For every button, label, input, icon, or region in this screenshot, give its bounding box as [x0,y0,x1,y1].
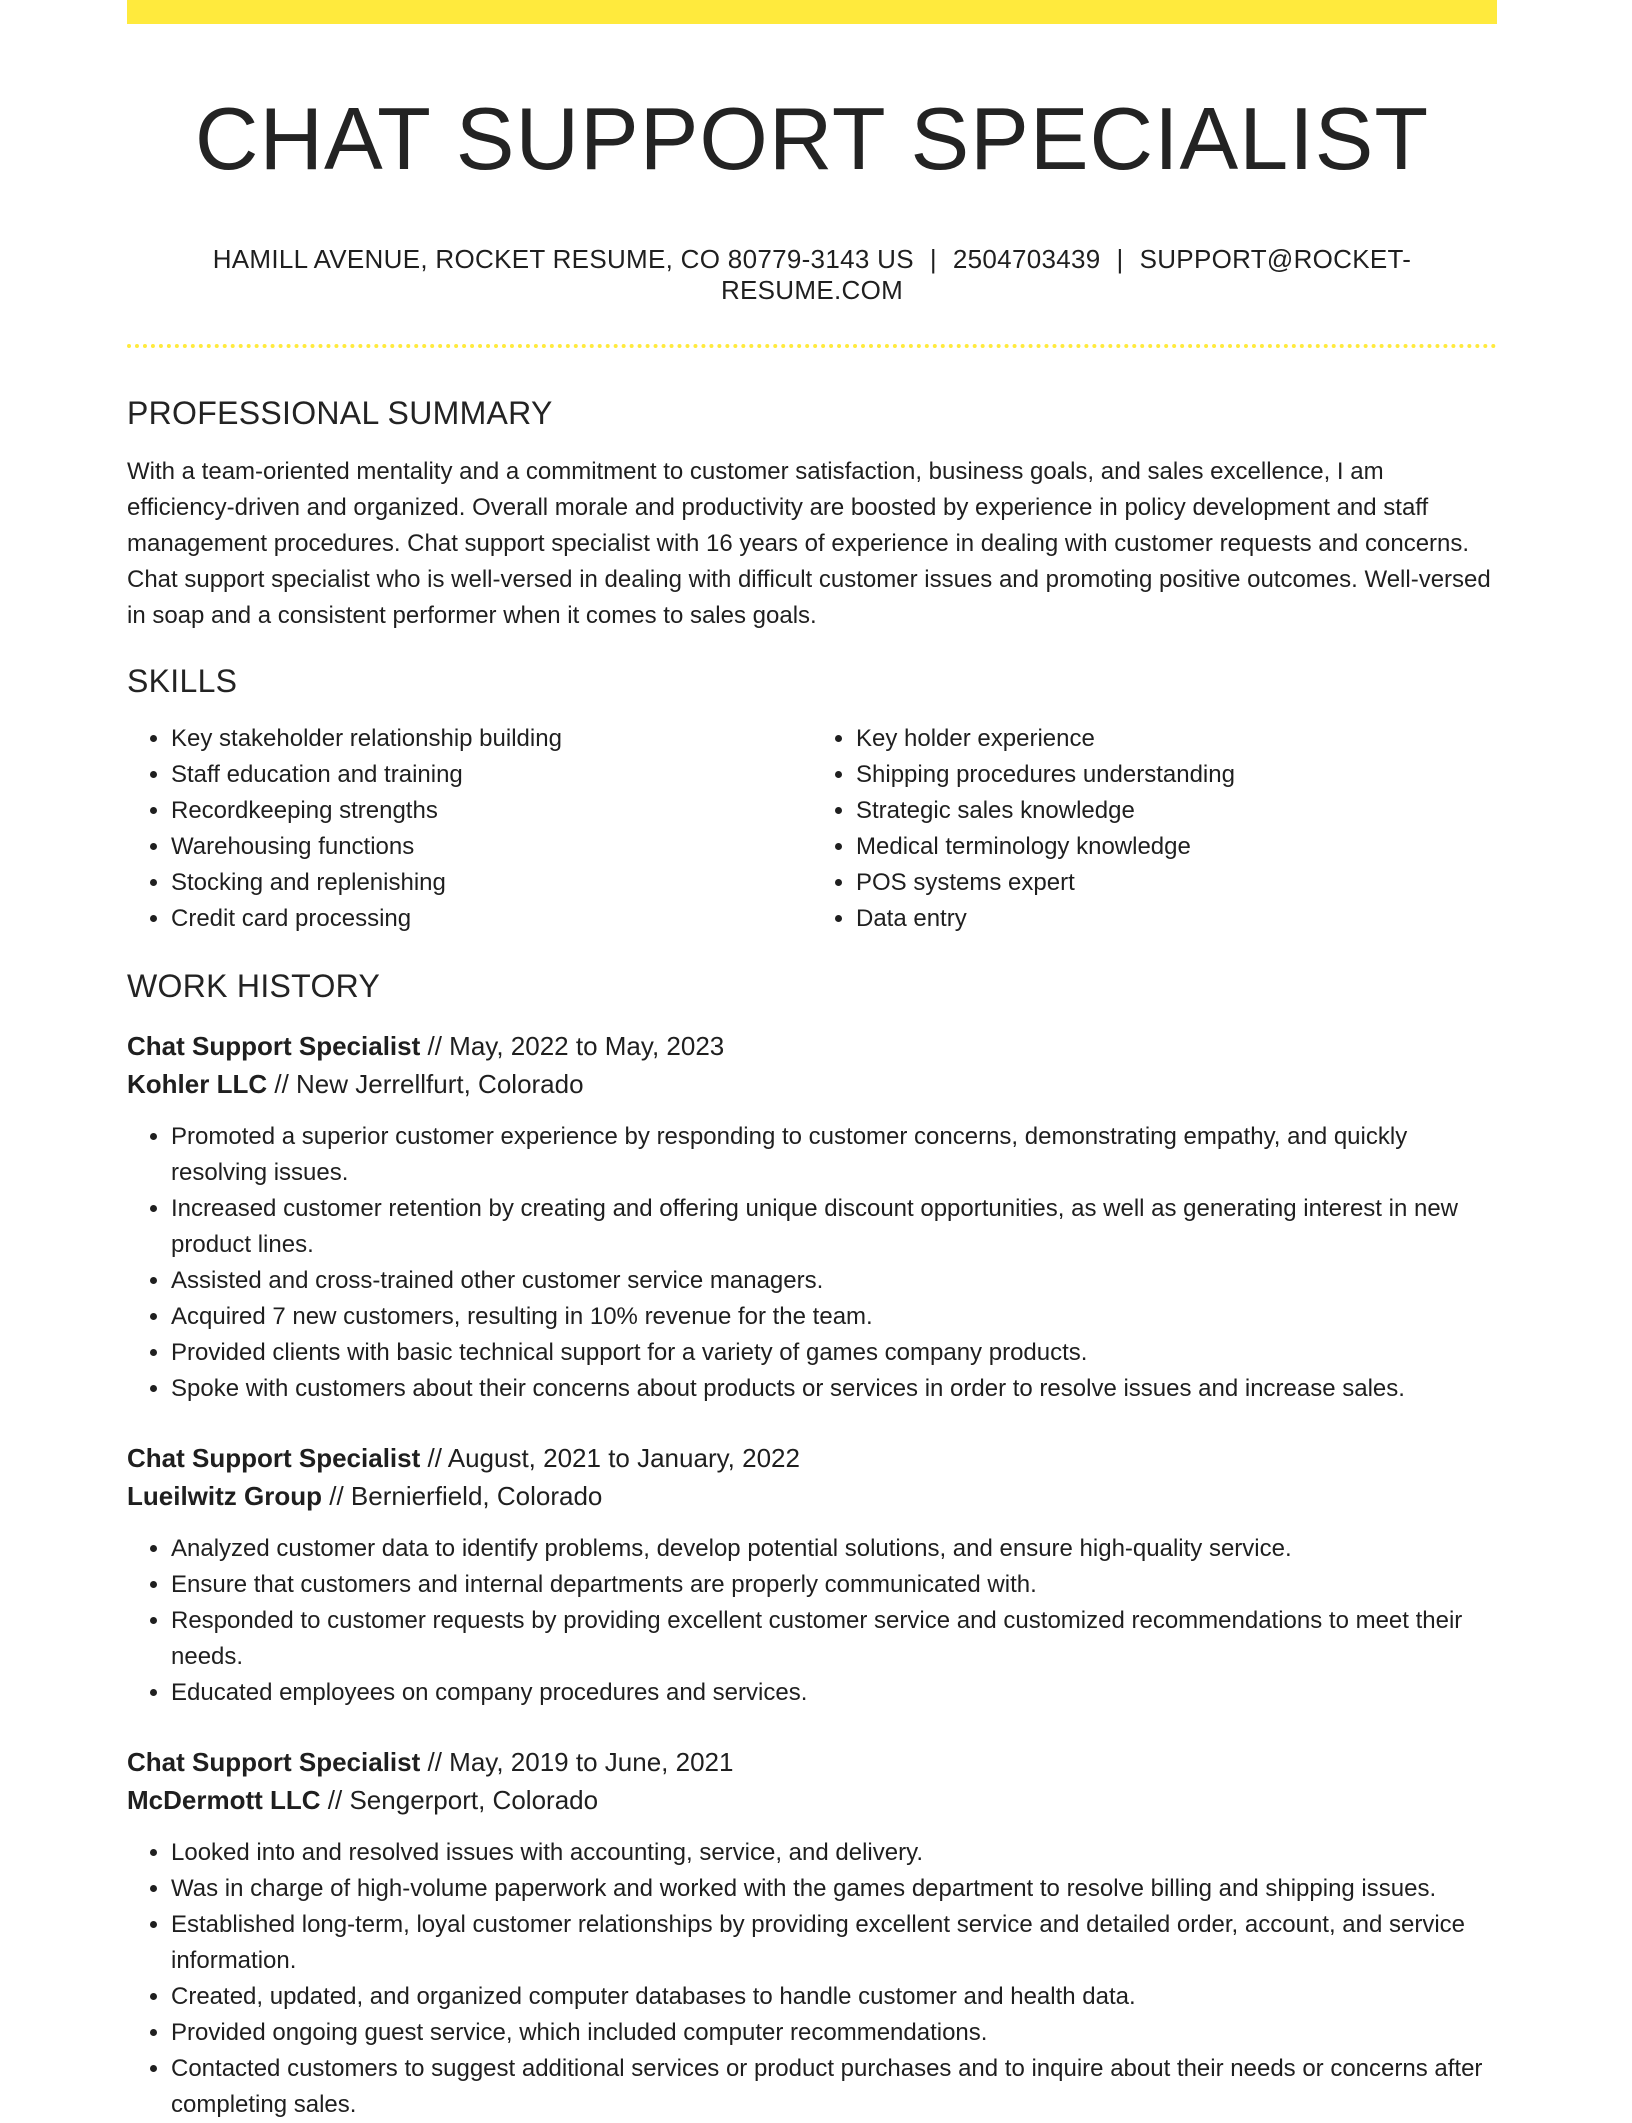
job-bullets [127,1835,1497,2123]
job-entry [127,1027,1497,1407]
contact-separator: | [929,243,937,274]
skill-item: • POS systems expert [856,865,1497,901]
job-bullet: • Established long-term, loyal customer relationships by providing excellent service and detailed order, account, and service information. [171,1907,1497,1979]
work-history-heading: WORK HISTORY [127,967,381,1004]
summary-text: With a team-oriented mentality and a commitment to customer satisfaction, business goals, and sales excellence, I am efficiency-driven and organized. Overall morale and productivity are boosted by experience in policy development and staff management procedures. Chat support specialist with 16 years of experience in dealing with customer requests and concerns. Chat support specialist who is well-versed in dealing with difficult customer issues and promoting positive outcomes. Well-versed in soap and a consistent performer when it comes to sales goals. [127,458,1491,630]
job-entry [127,1743,1497,2123]
job-role: Chat Support Specialist [127,1747,421,1778]
skill-item: • Staff education and training [171,757,812,793]
skill-item: • Credit card processing [171,901,812,937]
job-bullet: • Responded to customer requests by providing excellent customer service and customized recommendations to meet their needs. [171,1603,1497,1675]
job-company-line [127,1781,1497,1819]
job-bullet: • Spoke with customers about their concerns about products or services in order to resolve issues and increase sales. [171,1371,1497,1407]
job-company-line [127,1477,1497,1515]
job-bullet: • Assisted and cross-trained other customer service managers. [171,1263,1497,1299]
job-company: McDermott LLC [127,1785,321,1816]
job-bullet: • Was in charge of high-volume paperwork and worked with the games department to resolve billing and shipping issues. [171,1871,1497,1907]
skill-item: • Key stakeholder relationship building [171,721,812,757]
job-bullet: • Analyzed customer data to identify problems, develop potential solutions, and ensure high-quality service. [171,1531,1497,1567]
contact-phone: 2504703439 [952,243,1101,274]
job-bullet: • Created, updated, and organized computer databases to handle customer and health data. [171,1979,1497,2015]
job-bullets [127,1119,1497,1407]
job-location: // Sengerport, Colorado [327,1785,599,1816]
skill-item: • Shipping procedures understanding [856,757,1497,793]
skill-item: • Recordkeeping strengths [171,793,812,829]
skill-item: • Warehousing functions [171,829,812,865]
job-bullet: • Looked into and resolved issues with accounting, service, and delivery. [171,1835,1497,1871]
job-company: Kohler LLC [127,1069,268,1100]
skill-item: • Medical terminology knowledge [856,829,1497,865]
job-dates: // August, 2021 to January, 2022 [427,1443,800,1474]
accent-bar [127,0,1497,24]
job-bullet: • Provided ongoing guest service, which included computer recommendations. [171,2015,1497,2051]
resume-content [127,0,1497,2123]
job-entry [127,1439,1497,1711]
job-bullet: • Contacted customers to suggest additional services or product purchases and to inquire about their needs or concerns after completing sales. [171,2051,1497,2123]
job-role: Chat Support Specialist [127,1443,421,1474]
job-company-line [127,1065,1497,1103]
job-location: // New Jerrellfurt, Colorado [274,1069,584,1100]
job-title-line [127,1027,1497,1065]
job-bullets [127,1531,1497,1711]
job-company: Lueilwitz Group [127,1481,322,1512]
skill-item: • Strategic sales knowledge [856,793,1497,829]
job-bullet: • Increased customer retention by creating and offering unique discount opportunities, as well as generating interest in new product lines. [171,1191,1497,1263]
skills-list-left [127,721,812,937]
job-bullet: • Educated employees on company procedures and services. [171,1675,1497,1711]
summary-heading: PROFESSIONAL SUMMARY [127,394,553,431]
skills-list-right [812,721,1497,937]
job-bullet: • Promoted a superior customer experience by responding to customer concerns, demonstrating empathy, and quickly resolving issues. [171,1119,1497,1191]
skills-heading: SKILLS [127,663,238,700]
job-dates: // May, 2019 to June, 2021 [427,1747,734,1778]
skill-item: • Key holder experience [856,721,1497,757]
dotted-divider [127,344,1497,348]
job-title-line [127,1439,1497,1477]
contact-line [127,244,1497,306]
skill-item: • Stocking and replenishing [171,865,812,901]
job-dates: // May, 2022 to May, 2023 [427,1031,725,1062]
job-title-line [127,1743,1497,1781]
job-location: // Bernierfield, Colorado [329,1481,603,1512]
skills-columns [127,721,1497,937]
skill-item: • Data entry [856,901,1497,937]
job-bullet: • Ensure that customers and internal departments are properly communicated with. [171,1567,1497,1603]
job-bullet: • Provided clients with basic technical support for a variety of games company products. [171,1335,1497,1371]
contact-address: HAMILL AVENUE, ROCKET RESUME, CO 80779-3143 US [212,243,914,274]
job-bullet: • Acquired 7 new customers, resulting in 10% revenue for the team. [171,1299,1497,1335]
contact-email: SUPPORT@ROCKET-RESUME.COM [720,243,1412,305]
job-role: Chat Support Specialist [127,1031,421,1062]
contact-separator: | [1116,243,1124,274]
candidate-name: CHAT SUPPORT SPECIALIST [194,89,1430,188]
